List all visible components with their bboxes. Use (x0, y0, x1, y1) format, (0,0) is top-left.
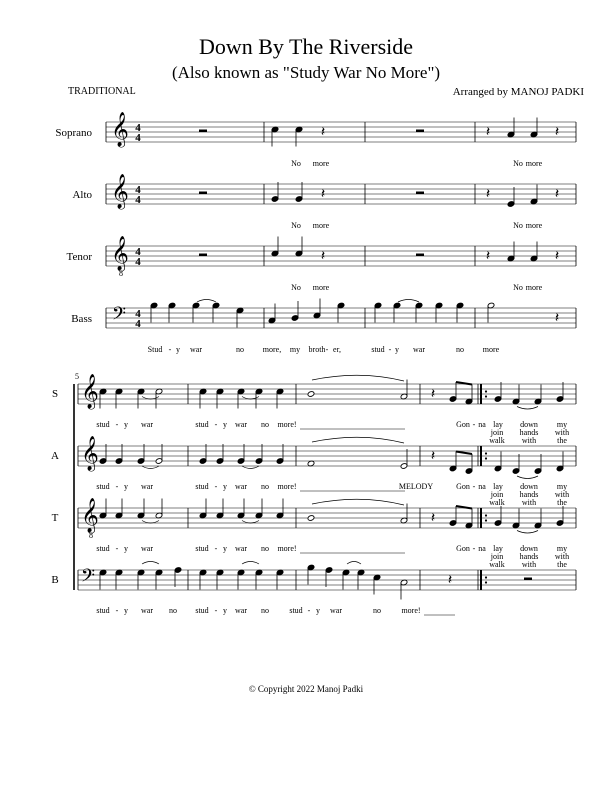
staff-label-bass: Bass (71, 313, 92, 325)
tie (142, 562, 159, 565)
tie (142, 466, 159, 469)
lyric-syllable: more! (277, 482, 297, 491)
lyric-syllable: more (525, 221, 543, 230)
quarter-rest: 𝄽 (430, 510, 436, 526)
lyric-syllable: walk (489, 498, 505, 507)
half-rest (199, 254, 207, 257)
lyric-syllable: with (554, 490, 570, 499)
lyric-syllable: war (190, 345, 202, 354)
lyric-syllable: war (141, 420, 153, 429)
lyric-syllable: war (413, 345, 425, 354)
lyric-syllable: - (472, 482, 476, 491)
lyric-syllable: war (235, 606, 247, 615)
lyric-syllable: more (525, 283, 543, 292)
tie (242, 562, 259, 565)
lyric-syllable: stud (371, 345, 385, 354)
repeat-dot (485, 395, 487, 397)
lyric-syllable: na (478, 482, 486, 491)
repeat-dot (485, 519, 487, 521)
lyric-syllable: stud (96, 420, 110, 429)
lyric-syllable: No (291, 159, 301, 168)
lyric-syllable: more (312, 221, 330, 230)
tie (242, 466, 259, 469)
treble-clef-icon: 𝄞 (111, 112, 129, 147)
lyric-syllable: war (141, 482, 153, 491)
lyric-syllable: - (115, 544, 119, 553)
lyric-syllable: stud (195, 420, 209, 429)
notehead (307, 515, 315, 522)
half-rest (416, 254, 424, 257)
lyric-syllable: stud (195, 606, 209, 615)
lyric-syllable: down (520, 544, 538, 553)
tie (312, 499, 404, 505)
lyric-syllable: no (456, 345, 464, 354)
lyric-syllable: no (261, 420, 269, 429)
octave-mark: 8 (89, 531, 93, 540)
lyric-syllable: stud (96, 544, 110, 553)
quarter-rest: 𝄽 (554, 124, 560, 140)
lyric-syllable: - (115, 482, 119, 491)
lyric-syllable: with (521, 560, 537, 569)
quarter-rest: 𝄽 (554, 248, 560, 264)
quarter-rest: 𝄽 (320, 124, 326, 140)
lyric-syllable: na (478, 544, 486, 553)
lyric-syllable: y (176, 345, 180, 354)
half-rest (199, 192, 207, 195)
lyric-syllable: war (235, 420, 247, 429)
lyric-syllable: more (482, 345, 500, 354)
time-signature-bottom: 4 (135, 194, 141, 206)
arranger-credit: Arranged by MANOJ PADKI (452, 86, 584, 98)
lyric-syllable: - (307, 606, 311, 615)
lyric-syllable: hands (519, 428, 539, 437)
lyric-syllable: down (520, 482, 538, 491)
lyric-syllable: more (312, 283, 330, 292)
lyric-syllable: Gon (456, 482, 470, 491)
tie (517, 531, 538, 534)
tie (398, 300, 419, 303)
repeat-dot (485, 390, 487, 392)
tie (347, 562, 361, 565)
repeat-dot (485, 457, 487, 459)
beam (456, 452, 472, 455)
lyric-syllable: the (557, 498, 567, 507)
tie (517, 476, 538, 479)
half-rest (416, 130, 424, 133)
lyric-syllable: no (261, 482, 269, 491)
lyric-syllable: the (557, 436, 567, 445)
lyric-syllable: No (513, 221, 523, 230)
lyric-syllable: no (236, 345, 244, 354)
copyright-notice: © Copyright 2022 Manoj Padki (248, 684, 364, 694)
time-signature-top: 4 (135, 122, 141, 134)
lyric-syllable: more! (277, 420, 297, 429)
lyric-syllable: war (235, 482, 247, 491)
lyric-syllable: y (124, 420, 128, 429)
lyric-syllable: - (214, 420, 218, 429)
traditional-credit: TRADITIONAL (68, 86, 136, 97)
lyric-syllable: war (141, 544, 153, 553)
lyric-syllable: more, (262, 345, 282, 354)
lyric-syllable: join (490, 490, 504, 499)
lyric-syllable: no (261, 606, 269, 615)
lyric-syllable: my (289, 345, 301, 354)
lyric-syllable: no (169, 606, 177, 615)
tie (312, 375, 404, 381)
lyric-syllable: No (513, 283, 523, 292)
tie (142, 521, 159, 524)
measure-number: 5 (75, 372, 79, 381)
lyric-syllable: y (124, 606, 128, 615)
treble-clef-icon: 𝄞 (81, 498, 99, 533)
time-signature-top: 4 (135, 308, 141, 320)
lyric-syllable: no (261, 544, 269, 553)
quarter-rest: 𝄽 (320, 248, 326, 264)
lyric-syllable: join (490, 428, 504, 437)
lyric-syllable: war (235, 544, 247, 553)
lyric-syllable: down (520, 420, 538, 429)
lyric-syllable: No (291, 283, 301, 292)
lyric-syllable: y (395, 345, 399, 354)
lyric-syllable: war (330, 606, 342, 615)
treble-clef-icon: 𝄞 (111, 236, 129, 271)
bass-clef-icon: 𝄢 (80, 566, 96, 591)
lyric-syllable: y (223, 544, 227, 553)
lyric-syllable: hands (519, 490, 539, 499)
lyric-syllable: my (556, 482, 568, 491)
score-subtitle: (Also known as "Study War No More") (171, 63, 441, 82)
score-title: Down By The Riverside (198, 34, 414, 59)
lyric-syllable: join (490, 552, 504, 561)
lyric-syllable: stud (289, 606, 303, 615)
lyric-syllable: No (513, 159, 523, 168)
lyric-syllable: broth (308, 345, 326, 354)
quarter-rest: 𝄽 (485, 186, 491, 202)
lyric-syllable: y (124, 544, 128, 553)
staff-label-t: T (51, 512, 59, 524)
time-signature-bottom: 4 (135, 132, 141, 144)
half-rest (524, 578, 532, 581)
lyric-syllable: with (521, 498, 537, 507)
quarter-rest: 𝄽 (447, 572, 453, 588)
tie (197, 300, 216, 303)
lyric-syllable: - (168, 345, 172, 354)
staff-label-alto: Alto (72, 189, 92, 201)
bass-clef-icon: 𝄢 (111, 304, 127, 329)
lyric-syllable: - (325, 345, 329, 354)
staff-label-tenor: Tenor (66, 251, 92, 263)
time-signature-bottom: 4 (135, 318, 141, 330)
lyric-syllable: walk (489, 436, 505, 445)
quarter-rest: 𝄽 (430, 448, 436, 464)
time-signature-bottom: 4 (135, 256, 141, 268)
treble-clef-icon: 𝄞 (111, 174, 129, 209)
lyric-syllable: more! (401, 606, 421, 615)
quarter-rest: 𝄽 (485, 248, 491, 264)
time-signature-top: 4 (135, 246, 141, 258)
quarter-rest: 𝄽 (430, 386, 436, 402)
repeat-dot (485, 514, 487, 516)
treble-clef-icon: 𝄞 (81, 374, 99, 409)
lyric-syllable: with (554, 428, 570, 437)
quarter-rest: 𝄽 (554, 310, 560, 326)
lyric-syllable: lay (493, 482, 503, 491)
quarter-rest: 𝄽 (485, 124, 491, 140)
half-rest (416, 192, 424, 195)
lyric-syllable: Stud (147, 345, 163, 354)
lyric-syllable: lay (493, 544, 503, 553)
lyric-syllable: er, (333, 345, 341, 354)
lyric-syllable: - (214, 482, 218, 491)
lyric-syllable: with (554, 552, 570, 561)
lyric-syllable: Gon (456, 420, 470, 429)
lyric-syllable: Gon (456, 544, 470, 553)
lyric-syllable: stud (195, 482, 209, 491)
lyric-syllable: - (472, 420, 476, 429)
lyric-syllable: - (214, 606, 218, 615)
staff-label-soprano: Soprano (55, 127, 92, 139)
treble-clef-icon: 𝄞 (81, 436, 99, 471)
repeat-dot (485, 576, 487, 578)
repeat-dot (485, 452, 487, 454)
notehead (307, 391, 315, 398)
tie (142, 397, 159, 400)
lyric-syllable: - (115, 420, 119, 429)
lyric-syllable: - (388, 345, 392, 354)
tie (242, 397, 259, 400)
lyric-syllable: - (214, 544, 218, 553)
time-signature-top: 4 (135, 184, 141, 196)
octave-mark: 8 (119, 269, 123, 278)
lyric-syllable: stud (96, 482, 110, 491)
lyric-syllable: y (223, 420, 227, 429)
half-rest (199, 130, 207, 133)
lyric-syllable: walk (489, 560, 505, 569)
lyric-syllable: no (373, 606, 381, 615)
lyric-syllable: hands (519, 552, 539, 561)
lyric-syllable: No (291, 221, 301, 230)
lyric-syllable: lay (493, 420, 503, 429)
lyric-syllable: the (557, 560, 567, 569)
lyric-syllable: more! (277, 544, 297, 553)
lyric-syllable: y (223, 482, 227, 491)
lyric-syllable: more (525, 159, 543, 168)
staff-label-a: A (51, 450, 59, 462)
tie (312, 437, 404, 443)
repeat-dot (485, 581, 487, 583)
lyric-syllable: y (223, 606, 227, 615)
lyric-syllable: with (521, 436, 537, 445)
lyric-syllable: na (478, 420, 486, 429)
lyric-syllable: y (124, 482, 128, 491)
lyric-syllable: war (141, 606, 153, 615)
quarter-rest: 𝄽 (320, 186, 326, 202)
quarter-rest: 𝄽 (554, 186, 560, 202)
tie (517, 407, 538, 410)
tie (242, 521, 259, 524)
staff-label-b: B (51, 574, 59, 586)
staff-label-s: S (51, 388, 59, 400)
lyric-syllable: y (316, 606, 320, 615)
lyric-syllable: stud (96, 606, 110, 615)
lyric-syllable: - (472, 544, 476, 553)
lyric-syllable: my (556, 420, 568, 429)
lyric-syllable: more (312, 159, 330, 168)
melody-marking: MELODY (398, 482, 434, 491)
lyric-syllable: stud (195, 544, 209, 553)
lyric-syllable: - (115, 606, 119, 615)
lyric-syllable: my (556, 544, 568, 553)
